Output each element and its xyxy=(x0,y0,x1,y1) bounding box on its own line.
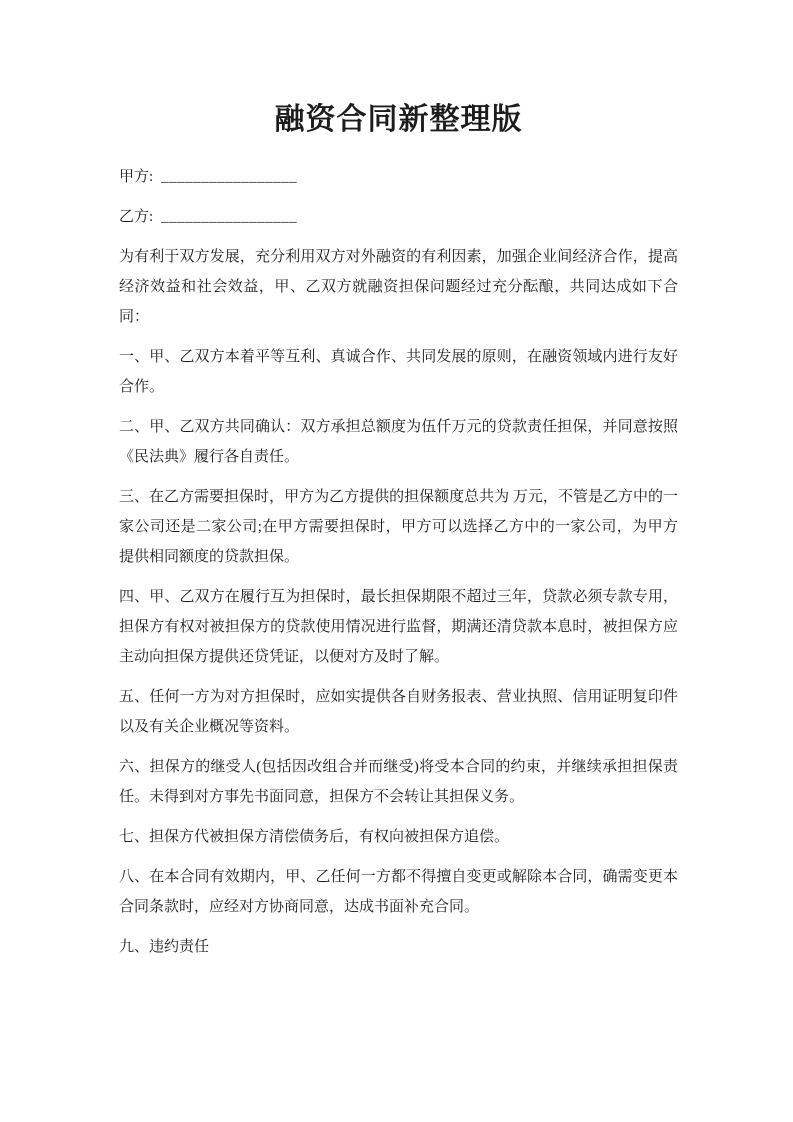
party-a-line xyxy=(119,162,678,192)
clause-4: 四、甲、乙双方在履行互为担保时，最长担保期限不超过三年，贷款必须专款专用，担保方有权对被担保方的贷款使用情况进行监督，期满还清贷款本息时，被担保方应主动向担保方提供还贷凭证，以便对方及时了解。 xyxy=(119,589,678,665)
intro-paragraph: 为有利于双方发展，充分利用双方对外融资的有利因素，加强企业间经济合作，提高经济效益和社会效益，甲、乙双方就融资担保问题经过充分酝酿，共同达成如下合同： xyxy=(119,249,678,325)
party-b-blank-line: _________________ xyxy=(161,209,298,225)
clause-5: 五、任何一方为对方担保时，应如实提供各自财务报表、营业执照、信用证明复印件以及有关企业概况等资料。 xyxy=(119,689,678,735)
clause-1: 一、甲、乙双方本着平等互利、真诚合作、共同发展的原则，在融资领域内进行友好合作。 xyxy=(119,349,678,395)
clause-6: 六、担保方的继受人(包括因改组合并而继受)将受本合同的约束，并继续承担担保责任。未得到对方事先书面同意，担保方不会转让其担保义务。 xyxy=(119,759,678,805)
party-b-label: 乙方: xyxy=(119,209,154,225)
party-b-line xyxy=(119,202,678,232)
party-a-blank-line: _________________ xyxy=(161,169,298,185)
document-content xyxy=(119,100,678,962)
document-title: 融资合同新整理版 xyxy=(274,103,523,136)
clause-9: 九、违约责任 xyxy=(119,939,210,955)
clause-8: 八、在本合同有效期内，甲、乙任何一方都不得擅自变更或解除本合同，确需变更本合同条款时，应经对方协商同意，达成书面补充合同。 xyxy=(119,869,678,915)
party-a-label: 甲方: xyxy=(119,169,154,185)
clause-2: 二、甲、乙双方共同确认：双方承担总额度为伍仟万元的贷款责任担保，并同意按照《民法典》履行各自责任。 xyxy=(119,419,678,465)
clause-3: 三、在乙方需要担保时，甲方为乙方提供的担保额度总共为 万元，不管是乙方中的一家公司还是二家公司;在甲方需要担保时，甲方可以选择乙方中的一家公司，为甲方提供相同额度的贷款担保。 xyxy=(119,489,678,565)
clause-7: 七、担保方代被担保方清偿债务后，有权向被担保方追偿。 xyxy=(119,829,510,845)
